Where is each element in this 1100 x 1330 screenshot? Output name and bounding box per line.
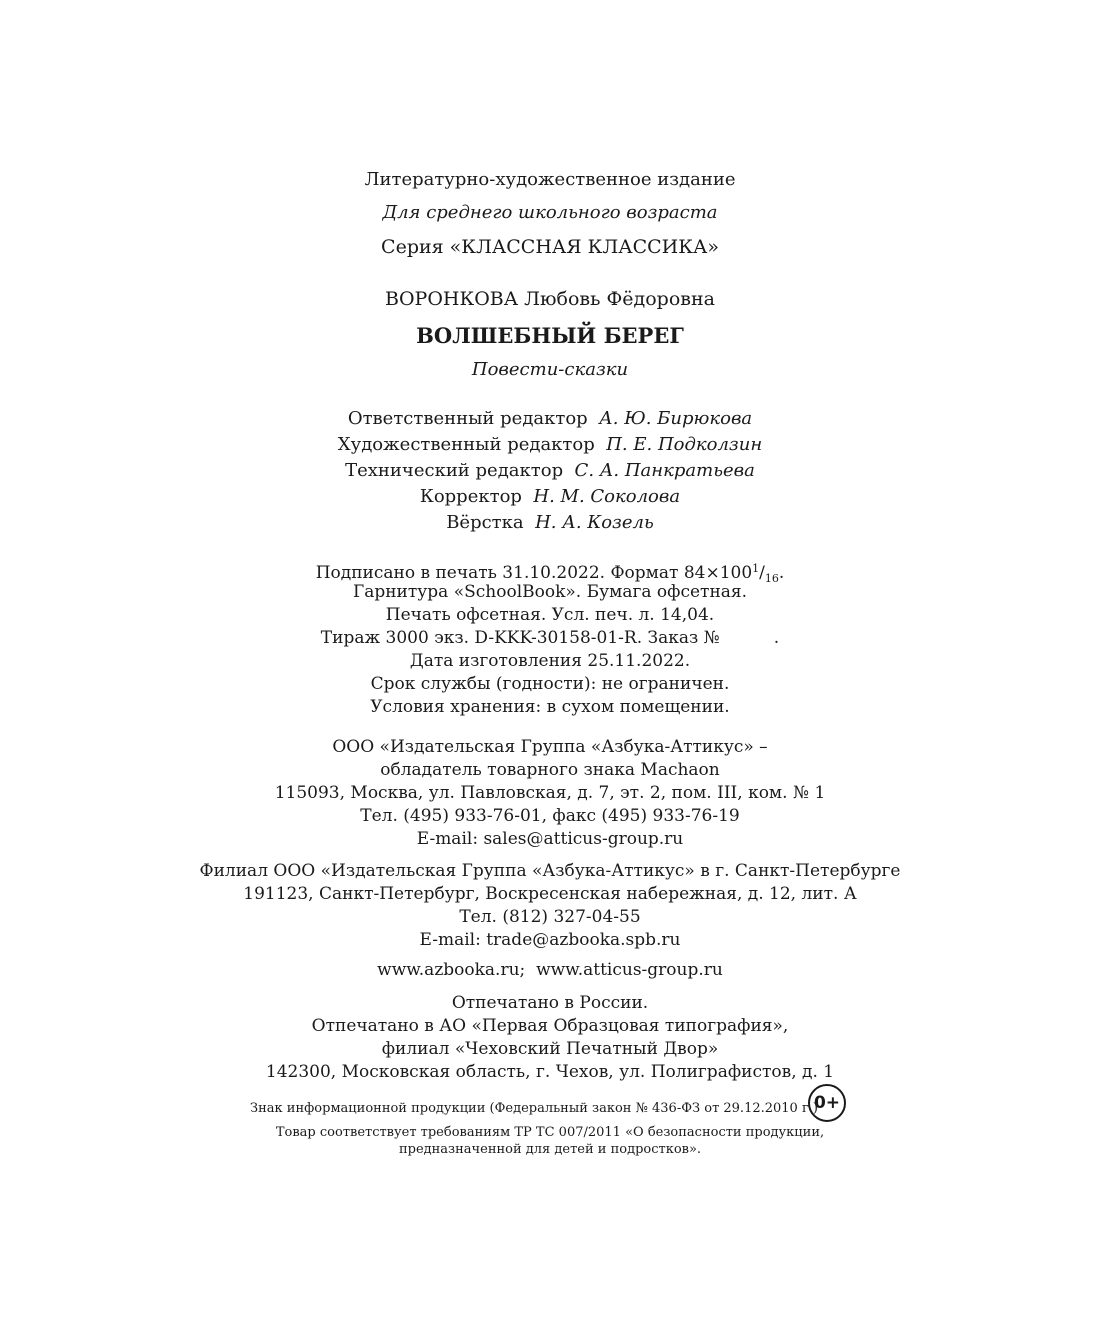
branch-name: Филиал ООО «Издательская Группа «Азбука-Аттикус» в г. Санкт-Петербурге (199, 861, 901, 881)
format-numerator: 1 (752, 562, 760, 575)
compliance-line-1: Товар соответствует требованиям ТР ТС 007/2011 «О безопасности продукции, (275, 1125, 825, 1140)
staff-line (0, 407, 1100, 431)
publisher-trademark: обладатель товарного знака Machaon (380, 760, 720, 780)
circulation-end: . (773, 628, 780, 648)
staff-name: Н. М. Соколова (533, 486, 681, 507)
print-type: Печать офсетная. Усл. печ. л. 14,04. (385, 605, 715, 625)
printer-branch: филиал «Чеховский Печатный Двор» (381, 1039, 719, 1059)
format-denominator: 16 (764, 572, 779, 585)
shelf-life: Срок службы (годности): не ограничен. (370, 674, 730, 694)
circulation-text: Тираж 3000 экз. D-KKK-30158-01-R. Заказ № (320, 628, 720, 648)
staff-role: Технический редактор (345, 460, 564, 481)
print-signed-text: Подписано в печать 31.10.2022. Формат 84×100 (315, 563, 753, 583)
printer-address: 142300, Московская область, г. Чехов, ул. Полиграфистов, д. 1 (265, 1062, 835, 1082)
storage: Условия хранения: в сухом помещении. (370, 697, 730, 717)
branch-address: 191123, Санкт-Петербург, Воскресенская набережная, д. 12, лит. А (243, 884, 857, 904)
print-signed-end: . (778, 563, 785, 583)
staff-name: П. Е. Подколзин (606, 434, 763, 455)
circulation (0, 626, 1100, 650)
staff-name: Н. А. Козель (535, 512, 654, 533)
series: Серия «КЛАССНАЯ КЛАССИКА» (381, 236, 719, 258)
staff-line (0, 433, 1100, 457)
staff-line (0, 485, 1100, 509)
staff-role: Ответственный редактор (347, 408, 588, 429)
publisher-email: E-mail: sales@atticus-group.ru (416, 829, 684, 849)
made-date: Дата изготовления 25.11.2022. (409, 651, 691, 671)
author: ВОРОНКОВА Любовь Фёдоровна (385, 288, 715, 310)
branch-phone: Тел. (812) 327-04-55 (459, 907, 641, 927)
staff-role: Художественный редактор (337, 434, 595, 455)
age-group: Для среднего школьного возраста (382, 202, 718, 223)
age-rating-badge: 0+ (808, 1084, 846, 1122)
staff-line (0, 511, 1100, 535)
printer-company: Отпечатано в АО «Первая Образцовая типография», (311, 1016, 789, 1036)
staff-role: Вёрстка (446, 512, 524, 533)
staff-role: Корректор (419, 486, 522, 507)
edition-type: Литературно-художественное издание (364, 169, 736, 190)
staff-line (0, 459, 1100, 483)
publisher-name: ООО «Издательская Группа «Азбука-Аттикус» – (332, 737, 768, 757)
publisher-phone: Тел. (495) 933-76-01, факс (495) 933-76-19 (360, 806, 740, 826)
staff-name: С. А. Панкратьева (574, 460, 755, 481)
publisher-address: 115093, Москва, ул. Павловская, д. 7, эт. 2, пом. III, ком. № 1 (274, 783, 826, 803)
book-title: ВОЛШЕБНЫЙ БЕРЕГ (416, 323, 684, 348)
branch-email: E-mail: trade@azbooka.spb.ru (419, 930, 681, 950)
printer-country: Отпечатано в России. (451, 993, 649, 1013)
info-sign: Знак информационной продукции (Федеральный закон № 436-ФЗ от 29.12.2010 г.) (250, 1101, 818, 1116)
typeface: Гарнитура «SchoolBook». Бумага офсетная. (352, 582, 748, 602)
book-subtitle: Повести-сказки (471, 359, 629, 380)
compliance-line-2: предназначенной для детей и подростков». (398, 1142, 702, 1157)
format-fraction: $^1/_{16}$ (752, 562, 779, 585)
staff-name: А. Ю. Бирюкова (599, 408, 753, 429)
websites: www.azbooka.ru; www.atticus-group.ru (377, 960, 723, 980)
